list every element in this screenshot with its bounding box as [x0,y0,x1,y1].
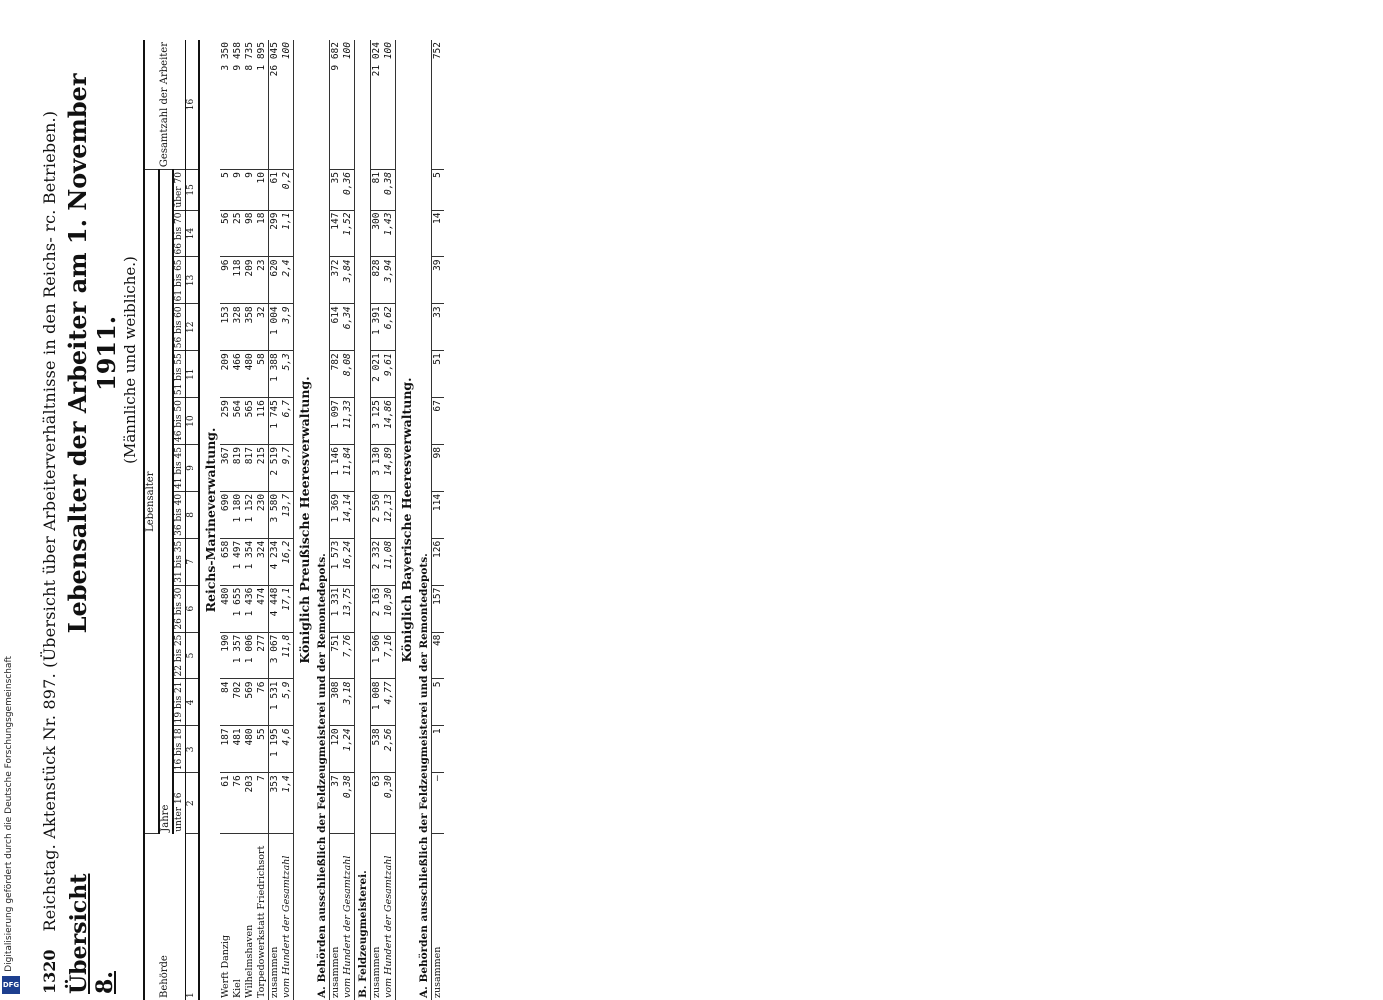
table-cell: 1 357 [232,632,244,679]
table-cell: 5 [220,170,232,211]
table-cell: 3 125 [370,398,382,445]
table-cell: 10 [256,170,268,211]
table-cell: 564 [232,398,244,445]
table-cell: 9 [232,170,244,211]
header-age-bracket: 61 bis 65 [173,257,186,304]
table-cell: 32 [256,304,268,351]
table-cell: 55 [256,726,268,773]
table-cell: 203 [244,773,256,834]
table-cell: 480 [220,585,232,632]
table-cell: 299 [268,210,280,257]
table-cell: 114 [431,491,443,538]
table-cell: 1 152 [244,491,256,538]
header-authority: Behörde [144,834,186,1000]
table-row-percent [281,40,293,1000]
table-cell: 5,9 [281,679,293,726]
table-row-percent [383,40,395,1000]
table-cell: 4 448 [268,585,280,632]
table-cell: 23 [256,257,268,304]
table-cell: 8,08 [342,351,354,398]
table-cell: 259 [220,398,232,445]
table-cell: 215 [256,445,268,492]
table-cell: 61 [220,773,232,834]
table-cell: 1,24 [342,726,354,773]
table-cell: 100 [342,40,354,170]
table-cell: 58 [256,351,268,398]
table-cell: 1 369 [329,491,341,538]
table-cell: 7 [256,773,268,834]
table-cell: 0,38 [342,773,354,834]
row-label: Torpedowerkstatt Friedrichsort [255,845,267,998]
header-age-bracket: 56 bis 60 [173,304,186,351]
table-cell: 120 [329,726,341,773]
table-cell: 209 [244,257,256,304]
table-cell: 1 436 [244,585,256,632]
table-cell: 3,9 [281,304,293,351]
table-row-total [370,40,382,1000]
table-cell: 2,4 [281,257,293,304]
table-cell: 48 [431,632,443,679]
table-row [244,40,256,1000]
row-label: Werft Danzig [220,934,231,998]
section-heading: Königlich Preußische Heeresverwaltung. [296,376,312,664]
table-cell: 1,1 [281,210,293,257]
table-cell: — [431,773,443,834]
table-header-row [144,40,159,1000]
header-column-number: 3 [186,726,199,773]
dfg-logo: DFG [2,976,20,994]
table-cell: 308 [329,679,341,726]
table-cell: 1 180 [232,491,244,538]
header-age-group: Lebensalter [144,170,159,834]
header-column-number: 9 [186,445,199,492]
header-column-number: 4 [186,679,199,726]
header-age-bracket: über 70 [173,170,186,211]
table-cell: 18 [256,210,268,257]
digitization-note: Digitalisierung gefördert durch die Deutsche Forschungsgemeinschaft [4,656,14,972]
table-cell: 3,94 [383,257,395,304]
table-cell: 819 [232,445,244,492]
table-cell: 2 332 [370,538,382,585]
table-cell: 13,75 [342,585,354,632]
header-age-bracket: 66 bis 70 [173,210,186,257]
table-cell: 11,33 [342,398,354,445]
table-cell: 17,1 [281,585,293,632]
table-cell: 1 745 [268,398,280,445]
table-cell: 481 [232,726,244,773]
table-cell: 118 [232,257,244,304]
overview-label: Übersicht 8. [66,873,118,994]
table-cell: 1 195 [268,726,280,773]
running-head-text: Reichstag. Aktenstück Nr. 897. (Übersicht über Arbeiterverhältnisse in den Reichs- rc. Betrieben.) [40,110,59,932]
table-cell: 5,3 [281,351,293,398]
table-cell: 16,2 [281,538,293,585]
table-cell: 100 [383,40,395,170]
header-age-bracket: 22 bis 25 [173,632,186,679]
table-cell: 12,13 [383,491,395,538]
table-cell: 147 [329,210,341,257]
table-cell: 3 580 [268,491,280,538]
table-cell: 277 [256,632,268,679]
row-label: vom Hundert der Gesamtzahl [281,834,293,1000]
subsection-heading: A. Behörden ausschließlich der Feldzeugmeisterei und der Remontedepots. [315,553,328,998]
table-cell: 1 004 [268,304,280,351]
table-cell: 10,30 [383,585,395,632]
table-cell: 1 146 [329,445,341,492]
table-cell: 7,76 [342,632,354,679]
age-statistics-table [143,40,444,1000]
table-cell: 4 234 [268,538,280,585]
table-cell: 84 [220,679,232,726]
header-age-bracket: 36 bis 40 [173,491,186,538]
table-cell: 157 [431,585,443,632]
header-column-number: 8 [186,491,199,538]
table-cell: 209 [220,351,232,398]
table-cell: 0,2 [281,170,293,211]
table-cell: 480 [244,726,256,773]
header-age-bracket: 51 bis 55 [173,351,186,398]
header-column-number: 5 [186,632,199,679]
row-label: zusammen [329,834,341,1000]
subsection-heading: A. Behörden ausschließlich der Feldzeugmeisterei und der Remontedepots. [417,553,430,998]
table-cell: 51 [431,351,443,398]
table-cell: 14,86 [383,398,395,445]
header-years: Jahre [159,170,174,834]
table-cell: 63 [370,773,382,834]
table-cell: 4,77 [383,679,395,726]
table-cell: 367 [220,445,232,492]
table-cell: 230 [256,491,268,538]
table-row-total [329,40,341,1000]
row-label: zusammen [431,834,443,1000]
table-cell: 100 [281,40,293,170]
table-cell: 35 [329,170,341,211]
table-cell: 67 [431,398,443,445]
table-cell: 187 [220,726,232,773]
table-cell: 81 [370,170,382,211]
table-cell: 353 [268,773,280,834]
table-cell: 480 [244,351,256,398]
header-column-number: 16 [186,40,199,170]
table-cell: 56 [220,210,232,257]
table-cell: 324 [256,538,268,585]
table-cell: 5 [431,679,443,726]
table-cell: 21 024 [370,40,382,170]
table-cell: 96 [220,257,232,304]
table-cell: 13,7 [281,491,293,538]
table-cell: 328 [232,304,244,351]
table-cell: 76 [232,773,244,834]
table-cell: 1 506 [370,632,382,679]
row-label: Wilhelmshaven [243,924,255,998]
table-cell: 1 531 [268,679,280,726]
header-column-number: 12 [186,304,199,351]
table-cell: 37 [329,773,341,834]
table-cell: 14,89 [383,445,395,492]
header-age-bracket: 26 bis 30 [173,585,186,632]
table-column-numbers-row [186,40,199,1000]
table-cell: 1 006 [244,632,256,679]
table-cell: 39 [431,257,443,304]
header-age-bracket: 41 bis 45 [173,445,186,492]
table-row-total [268,40,280,1000]
table-cell: 61 [268,170,280,211]
header-column-number: 1 [186,834,199,1000]
table-cell: 0,38 [383,170,395,211]
table-cell: 1 008 [370,679,382,726]
table-cell: 2 163 [370,585,382,632]
header-column-number: 2 [186,773,199,834]
table-row [256,40,268,1000]
table-cell: 126 [431,538,443,585]
table-cell: 358 [244,304,256,351]
table-cell: 538 [370,726,382,773]
table-cell: 1 [431,726,443,773]
header-age-bracket: 19 bis 21 [173,679,186,726]
table-cell: 751 [329,632,341,679]
table-cell: 1,43 [383,210,395,257]
header-age-bracket: 16 bis 18 [173,726,186,773]
table-cell: 614 [329,304,341,351]
table-cell: 98 [431,445,443,492]
table-cell: 6,7 [281,398,293,445]
table-cell: 1 097 [329,398,341,445]
table-cell: 3 130 [370,445,382,492]
header-age-bracket: 46 bis 50 [173,398,186,445]
header-column-number: 7 [186,538,199,585]
table-cell: 782 [329,351,341,398]
table-cell: 9,7 [281,445,293,492]
table-cell: 3 067 [268,632,280,679]
table-cell: 0,30 [383,773,395,834]
title-row [63,40,121,994]
page-number: 1320 [40,949,59,994]
table-cell: 6,34 [342,304,354,351]
table-row-percent [342,40,354,1000]
section-heading: Königlich Bayerische Heeresverwaltung. [398,377,414,663]
table-cell: 2 519 [268,445,280,492]
table-cell: 2,56 [383,726,395,773]
table-row-total [431,40,443,1000]
header-column-number: 6 [186,585,199,632]
table-cell: 620 [268,257,280,304]
table-cell: 565 [244,398,256,445]
table-cell: 8 735 [244,40,256,170]
table-cell: 11,84 [342,445,354,492]
table-cell: 1 388 [268,351,280,398]
table-cell: 14 [431,210,443,257]
table-cell: 9 458 [232,40,244,170]
table-cell: 33 [431,304,443,351]
table-cell: 1 354 [244,538,256,585]
table-cell: 690 [220,491,232,538]
section-heading: Reichs-Marineverwaltung. [202,427,218,613]
table-cell: 817 [244,445,256,492]
running-head [40,40,59,1000]
header-column-number: 13 [186,257,199,304]
table-cell: 702 [232,679,244,726]
rotated-document-page [40,40,1340,1000]
table-cell: 2 021 [370,351,382,398]
table-cell: 0,36 [342,170,354,211]
header-column-number: 14 [186,210,199,257]
table-cell: 569 [244,679,256,726]
table-cell: 1 331 [329,585,341,632]
table-cell: 3,18 [342,679,354,726]
row-label: zusammen [370,834,382,1000]
table-row [220,40,232,1000]
table-cell: 1 391 [370,304,382,351]
table-cell: 1 497 [232,538,244,585]
table-body [199,40,444,1000]
header-column-number: 11 [186,351,199,398]
table-cell: 474 [256,585,268,632]
row-label: Kiel [231,979,243,998]
table-cell: 25 [232,210,244,257]
table-cell: 1 655 [232,585,244,632]
table-cell: 1 573 [329,538,341,585]
table-row [232,40,244,1000]
table-cell: 9,61 [383,351,395,398]
header-column-number: 15 [186,170,199,211]
subsection-heading: B. Feldzeugmeisterei. [356,870,369,998]
table-cell: 7,16 [383,632,395,679]
header-total: Gesamtzahl der Arbeiter [144,40,186,170]
table-cell: 4,6 [281,726,293,773]
table-cell: 11,8 [281,632,293,679]
table-cell: 2 550 [370,491,382,538]
page-title: Lebensalter der Arbeiter am 1. November 1911. [63,73,121,634]
table-cell: 1,52 [342,210,354,257]
row-label: vom Hundert der Gesamtzahl [342,834,354,1000]
table-cell: 190 [220,632,232,679]
table-cell: 5 [431,170,443,211]
header-age-bracket: 31 bis 35 [173,538,186,585]
table-cell: 76 [256,679,268,726]
row-label: vom Hundert der Gesamtzahl [383,834,395,1000]
header-column-number: 10 [186,398,199,445]
table-cell: 9 682 [329,40,341,170]
table-cell: 752 [431,40,443,170]
table-cell: 1 895 [256,40,268,170]
table-cell: 153 [220,304,232,351]
row-label: zusammen [268,834,280,1000]
table-cell: 466 [232,351,244,398]
table-cell: 16,24 [342,538,354,585]
table-cell: 1,4 [281,773,293,834]
page-subtitle: (Männliche und weibliche.) [121,256,139,464]
table-cell: 3,84 [342,257,354,304]
table-cell: 116 [256,398,268,445]
table-cell: 6,62 [383,304,395,351]
table-cell: 26 045 [268,40,280,170]
table-cell: 300 [370,210,382,257]
table-cell: 11,08 [383,538,395,585]
table-cell: 372 [329,257,341,304]
table-cell: 658 [220,538,232,585]
table-cell: 828 [370,257,382,304]
table-cell: 98 [244,210,256,257]
header-age-bracket: unter 16 [173,773,186,834]
table-cell: 14,14 [342,491,354,538]
table-cell: 3 350 [220,40,232,170]
table-cell: 9 [244,170,256,211]
